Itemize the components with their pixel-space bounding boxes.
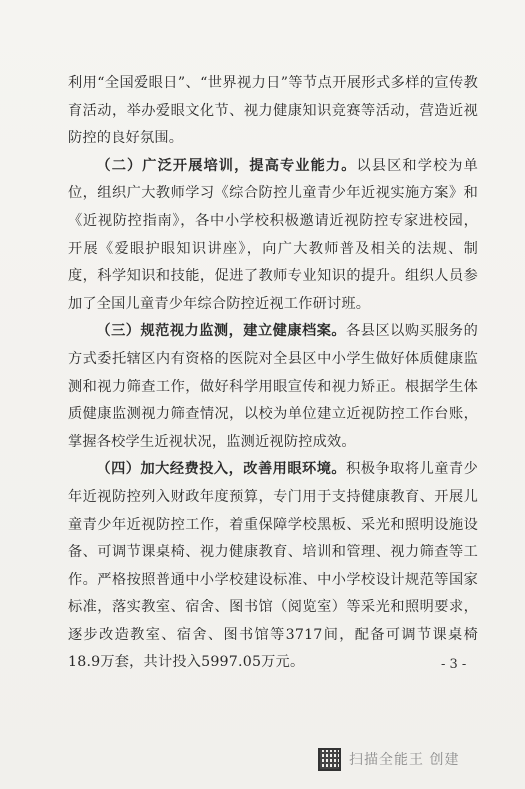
paragraph-3-heading: （三）规范视力监测，建立健康档案。 (96, 323, 347, 340)
paragraph-3-text: 各县区以购买服务的方式委托辖区内有资格的医院对全县区中小学生做好体质健康监测和视力筛查工作，做好科学用眼宣传和视力矫正。根据学生体质健康监测视力筛查情况，以校为单位建立近视防控工作台账，掌握各校学生近视状况，监测近视防控成效。 (68, 323, 478, 450)
paragraph-2-heading: （二）广泛开展培训，提高专业能力。 (96, 157, 357, 174)
paragraph-4 (68, 456, 478, 677)
scanner-brand-text: 扫描全能王 创建 (349, 752, 460, 768)
page-number: - 3 - (441, 657, 467, 672)
qr-code-icon (318, 748, 341, 771)
paragraph-3 (68, 318, 478, 456)
paragraph-2 (68, 153, 478, 319)
paragraph-4-text: 积极争取将儿童青少年近视防控列入财政年度预算，专门用于支持健康教育、开展儿童青少年近视防控工作，着重保障学校黑板、采光和照明设施设备、可调节课桌椅、视力健康教育、培训和管理、视力筛查等工作。严格按照普通中小学校建设标准、中小学校设计规范等国家标准，落实教室、宿舍、图书馆（阅览室）等采光和照明要求，逐步改造教室、宿舍、图书馆等3717间，配备可调节课桌椅18.9万套，共计投入5997.05万元。 (68, 461, 478, 671)
document-body (68, 70, 478, 677)
paragraph-2-text: 以县区和学校为单位，组织广大教师学习《综合防控儿童青少年近视实施方案》和《近视防控指南》，各中小学校积极邀请近视防控专家进校园，开展《爱眼护眼知识讲座》，向广大教师普及相关的法规、制度，科学知识和技能，促进了教师专业知识的提升。组织人员参加了全国儿童青少年综合防控近视工作研讨班。 (68, 157, 478, 312)
paragraph-1-text: 利用“全国爱眼日”、“世界视力日”等节点开展形式多样的宣传教育活动，举办爱眼文化节、视力健康知识竞赛等活动，营造近视防控的良好氛围。 (68, 75, 478, 147)
scanner-watermark (318, 744, 498, 774)
paragraph-4-heading: （四）加大经费投入，改善用眼环境。 (96, 461, 347, 478)
paragraph-1 (68, 70, 478, 153)
